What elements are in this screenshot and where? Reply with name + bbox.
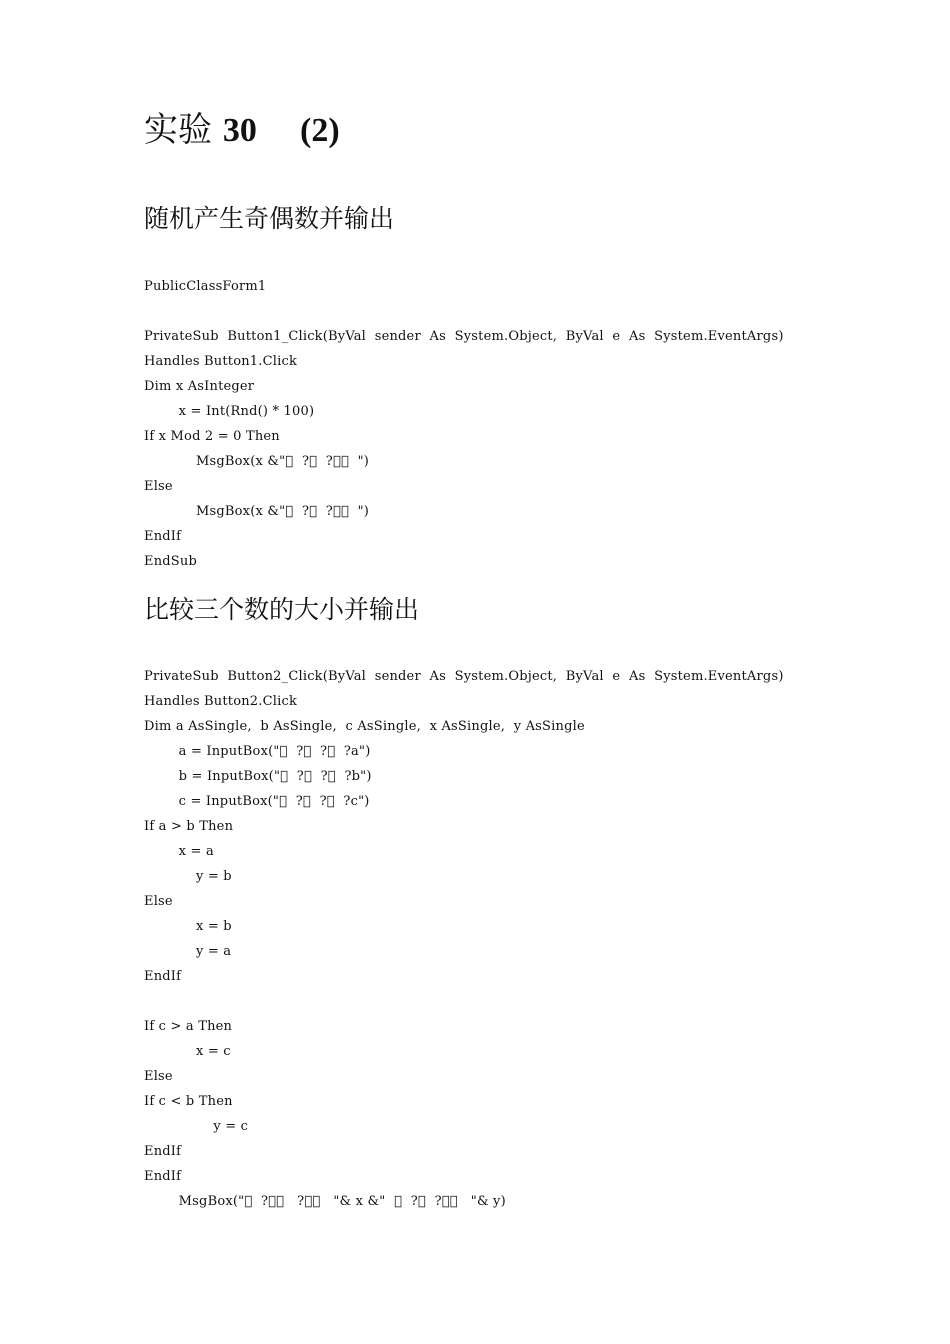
- code-line: Dim a AsSingle, b AsSingle, c AsSingle, x AsSingle, y AsSingle: [144, 719, 585, 734]
- code-line: y = b: [144, 869, 232, 884]
- section-heading-compare-three-numbers: 比较三个数的大小并输出: [144, 595, 420, 624]
- code-line: b = InputBox("  ?  ?  ?b"): [144, 769, 372, 784]
- code-line: EndSub: [144, 554, 197, 569]
- title-main: 实验: [144, 110, 212, 150]
- section-heading-random-odd-even: 随机产生奇偶数并输出: [144, 204, 395, 233]
- code-line: Handles Button2.Click: [144, 694, 298, 709]
- code-line: x = c: [144, 1044, 231, 1059]
- code-line: y = c: [144, 1119, 249, 1134]
- code-line: EndIf: [144, 969, 182, 984]
- code-line: [144, 989, 784, 1014]
- code-line: x = a: [144, 844, 214, 859]
- code-line: MsgBox(x &"  ?  ?   "): [144, 454, 370, 469]
- page-title: [144, 108, 340, 153]
- code-line: y = a: [144, 944, 232, 959]
- code-line: If c < b Then: [144, 1094, 233, 1109]
- code-line: MsgBox(x &"  ?  ?   "): [144, 504, 370, 519]
- code-line: [144, 299, 784, 324]
- code-line: c = InputBox("  ?  ?  ?c"): [144, 794, 370, 809]
- code-line: x = b: [144, 919, 232, 934]
- code-line: Else: [144, 894, 173, 909]
- code-block-compare-three-numbers: [144, 664, 784, 1214]
- code-line: Else: [144, 479, 173, 494]
- code-line: Dim x AsInteger: [144, 379, 255, 394]
- code-line: If c > a Then: [144, 1019, 233, 1034]
- code-line: Handles Button1.Click: [144, 354, 298, 369]
- title-suffix: (2): [300, 112, 340, 149]
- code-line: EndIf: [144, 1144, 182, 1159]
- code-line: EndIf: [144, 1169, 182, 1184]
- code-line: PublicClassForm1: [144, 279, 267, 294]
- code-line: Else: [144, 1069, 173, 1084]
- code-block-random-odd-even: [144, 274, 784, 574]
- code-line: PrivateSub Button1_Click(ByVal sender As System.Object, ByVal e As System.EventArgs): [144, 329, 784, 344]
- code-line: x = Int(Rnd() * 100): [144, 404, 315, 419]
- code-line: a = InputBox("  ?  ?  ?a"): [144, 744, 371, 759]
- code-line: If a > b Then: [144, 819, 234, 834]
- code-line: PrivateSub Button2_Click(ByVal sender As System.Object, ByVal e As System.EventArgs): [144, 669, 784, 684]
- code-line: MsgBox("  ?   ?   "& x &"   ?  ?   "& y): [144, 1194, 506, 1209]
- title-number: 30: [222, 112, 257, 149]
- code-line: EndIf: [144, 529, 182, 544]
- code-line: If x Mod 2 = 0 Then: [144, 429, 280, 444]
